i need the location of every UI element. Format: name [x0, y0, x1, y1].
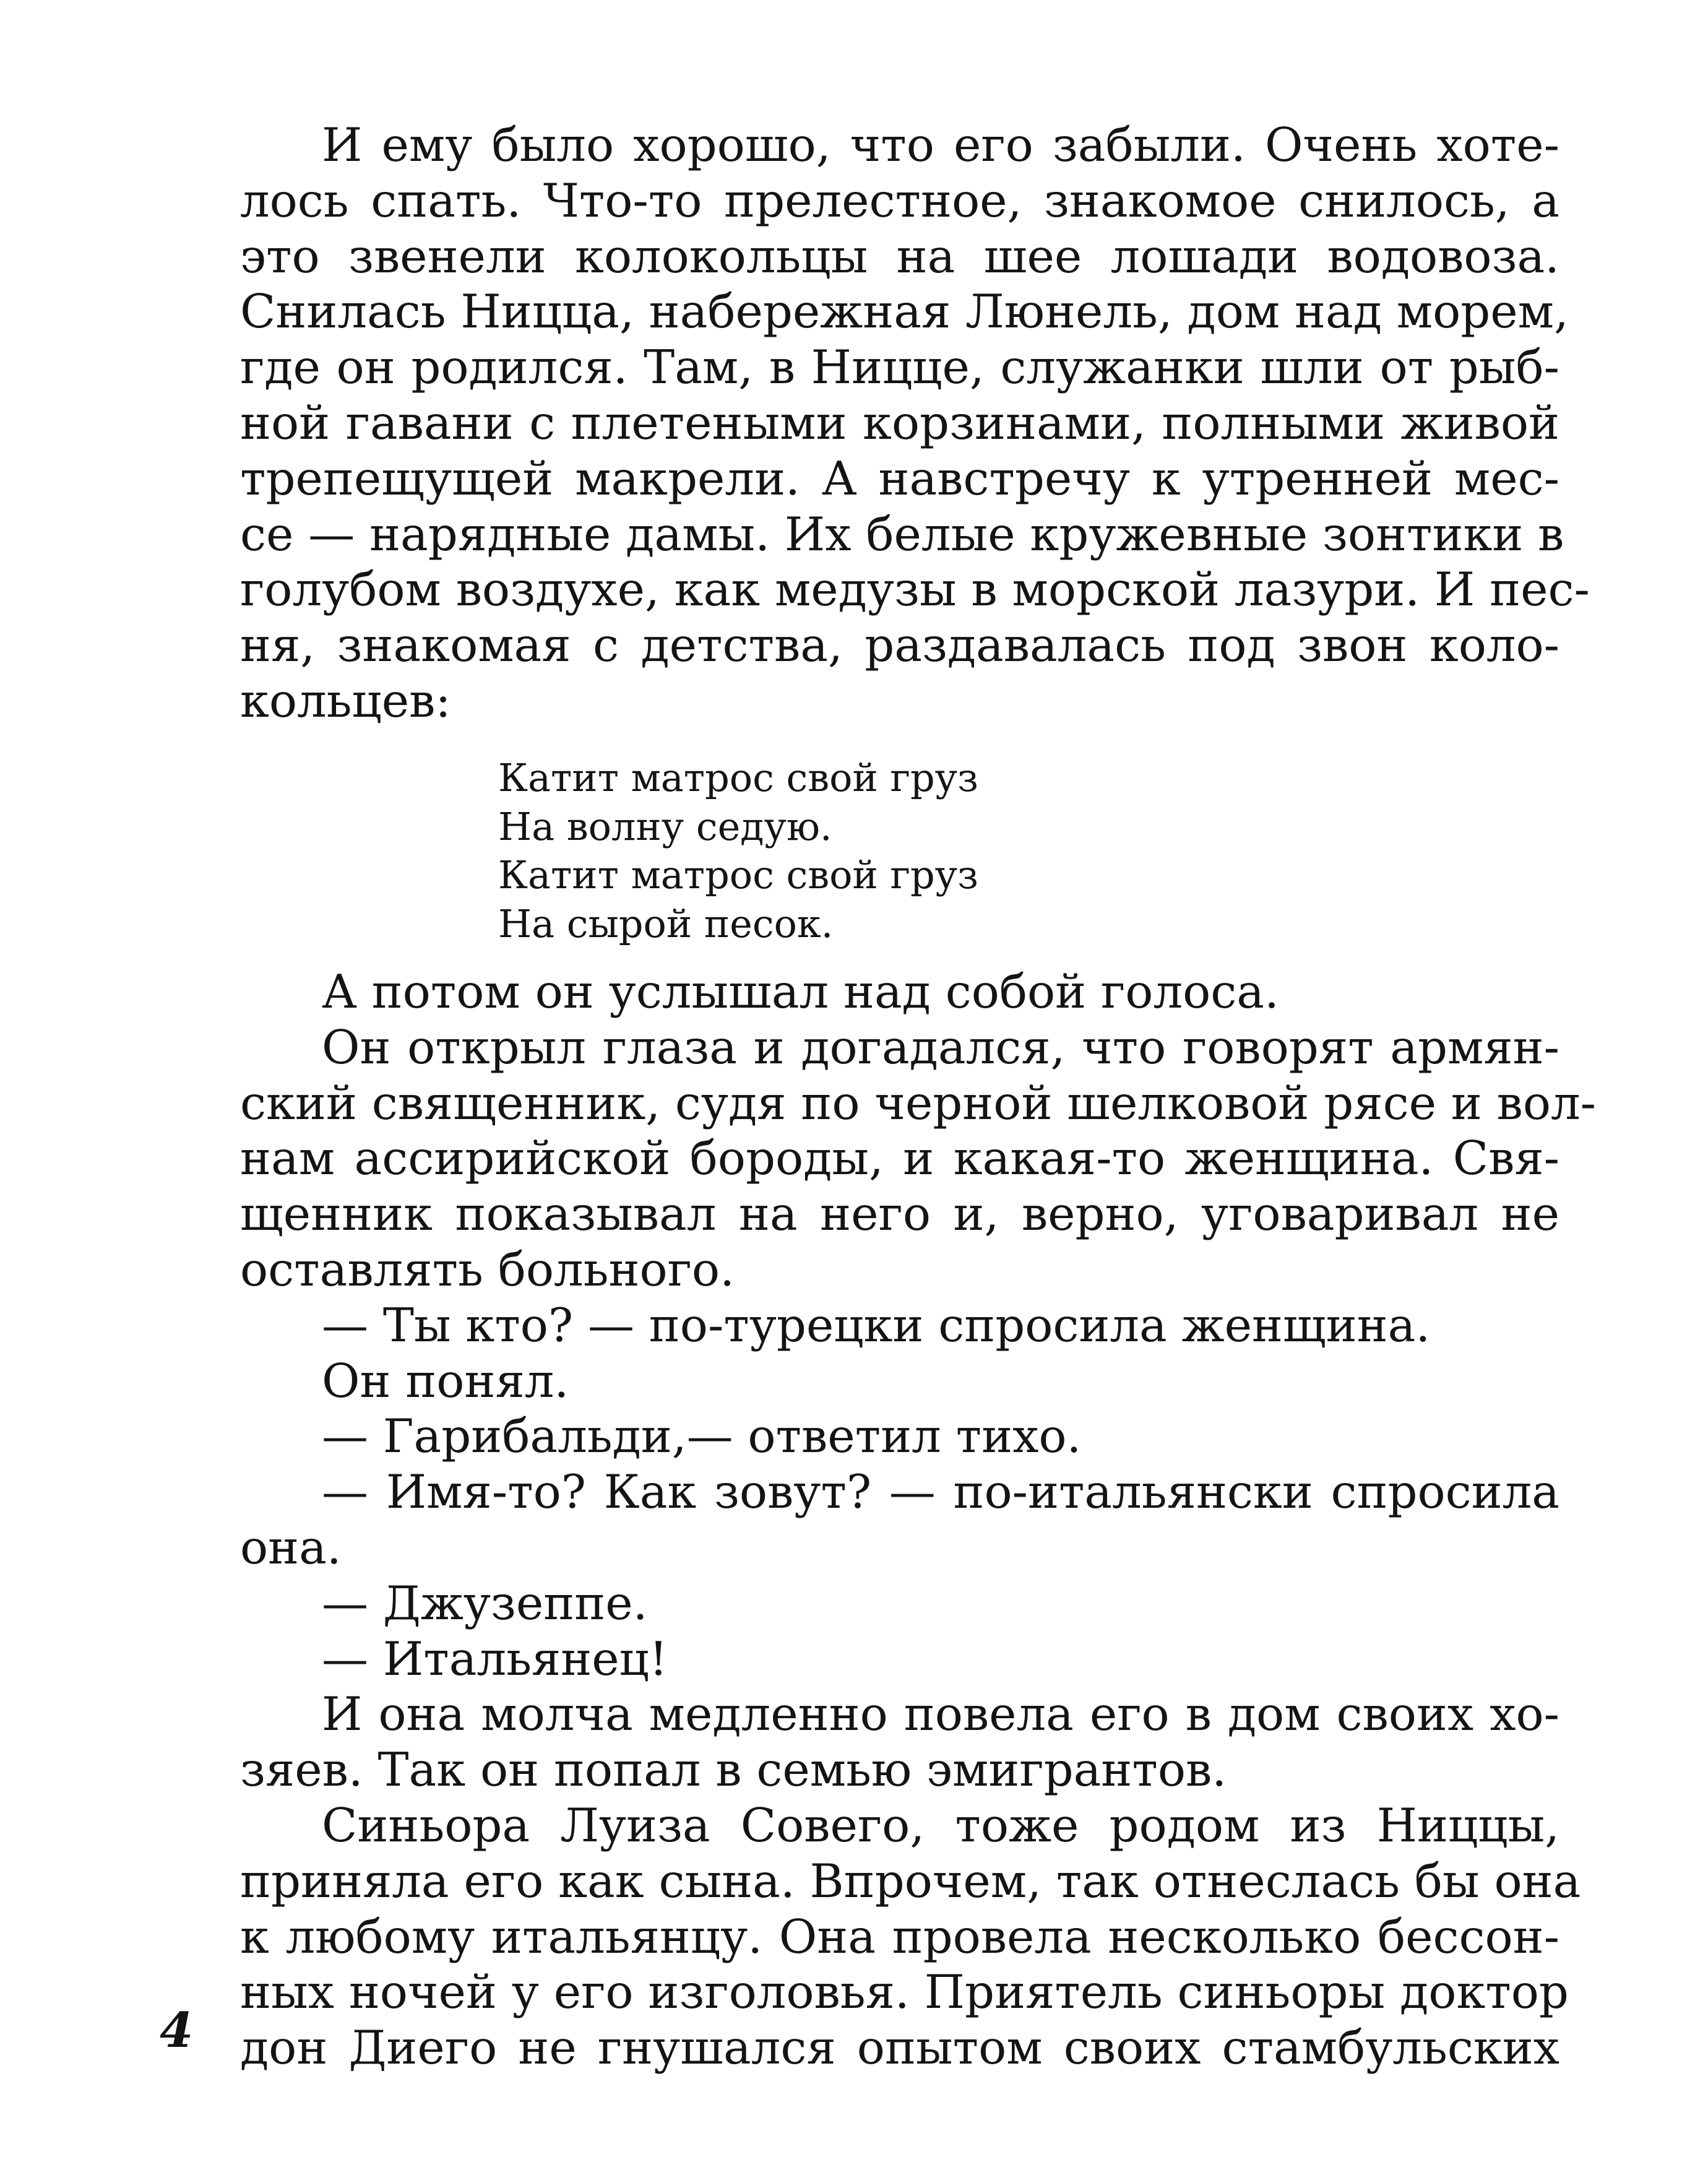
text-line: где он родился. Там, в Ницце, служанки шли от рыб-: [240, 340, 1559, 395]
text-line: голубом воздухе, как медузы в морской лазури. И пес-: [240, 562, 1590, 617]
text-line: трепещущей макрели. А навстречу к утренней мес-: [240, 451, 1559, 506]
text-line: ных ночей у его изголовья. Приятель синьоры доктор: [240, 1965, 1569, 2020]
text-line: И она молча медленно повела его в дом своих хо-: [322, 1687, 1559, 1742]
poem-verse: [498, 754, 978, 948]
poem-line: На волну седую.: [498, 803, 832, 849]
text-line: нам ассирийской бороды, и какая-то женщина. Свя-: [240, 1131, 1559, 1186]
text-line: к любому итальянцу. Она провела несколько бессон-: [240, 1909, 1559, 1964]
text-line: ня, знакомая с детства, раздавалась под звон коло-: [240, 618, 1559, 673]
text-line: оставлять больного.: [240, 1242, 735, 1297]
poem-line: Катит матрос свой груз: [498, 852, 978, 897]
text-line: — Ты кто? — по-турецки спросила женщина.: [322, 1297, 1431, 1352]
paragraph-1: [240, 118, 1590, 729]
poem-line: Катит матрос свой груз: [498, 755, 978, 800]
text-line: она.: [240, 1520, 342, 1575]
text-line: — Джузеппе.: [322, 1575, 648, 1630]
text-line: И ему было хорошо, что его забыли. Очень хоте-: [322, 118, 1559, 172]
text-line: дон Диего не гнушался опытом своих стамбульских: [240, 2020, 1559, 2075]
text-line: зяев. Так он попал в семью эмигрантов.: [240, 1742, 1227, 1797]
text-line: — Гарибальди,— ответил тихо.: [322, 1409, 1082, 1464]
text-line: лось спать. Что-то прелестное, знакомое снилось, а: [240, 173, 1559, 228]
paragraph-2: [240, 964, 1597, 2076]
page-number: 4: [160, 2002, 194, 2059]
text-line: приняла его как сына. Впрочем, так отнеслась бы она: [240, 1853, 1581, 1908]
poem-line: На сырой песок.: [498, 901, 834, 946]
text-line: ной гавани с плетеными корзинами, полными живой: [240, 395, 1559, 450]
text-line: кольцев:: [240, 673, 451, 728]
text-line: щенник показывал на него и, верно, уговаривал не: [240, 1187, 1559, 1242]
text-line: — Имя-то? Как зовут? — по-итальянски спросила: [322, 1464, 1559, 1520]
text-line: се — нарядные дамы. Их белые кружевные зонтики в: [240, 506, 1564, 561]
text-line: это звенели колокольцы на шее лошади водовоза.: [240, 228, 1559, 283]
text-line: Он понял.: [322, 1353, 569, 1408]
text-line: ский священник, судя по черной шелковой рясе и вол-: [240, 1075, 1597, 1130]
text-line: А потом он услышал над собой голоса.: [322, 964, 1279, 1019]
text-line: Синьора Луиза Совего, тоже родом из Ниццы,: [322, 1797, 1559, 1853]
text-line: Снилась Ницца, набережная Люнель, дом над морем,: [240, 284, 1569, 339]
text-line: — Итальянец!: [322, 1631, 668, 1686]
text-line: Он открыл глаза и догадался, что говорят армян-: [322, 1019, 1559, 1075]
